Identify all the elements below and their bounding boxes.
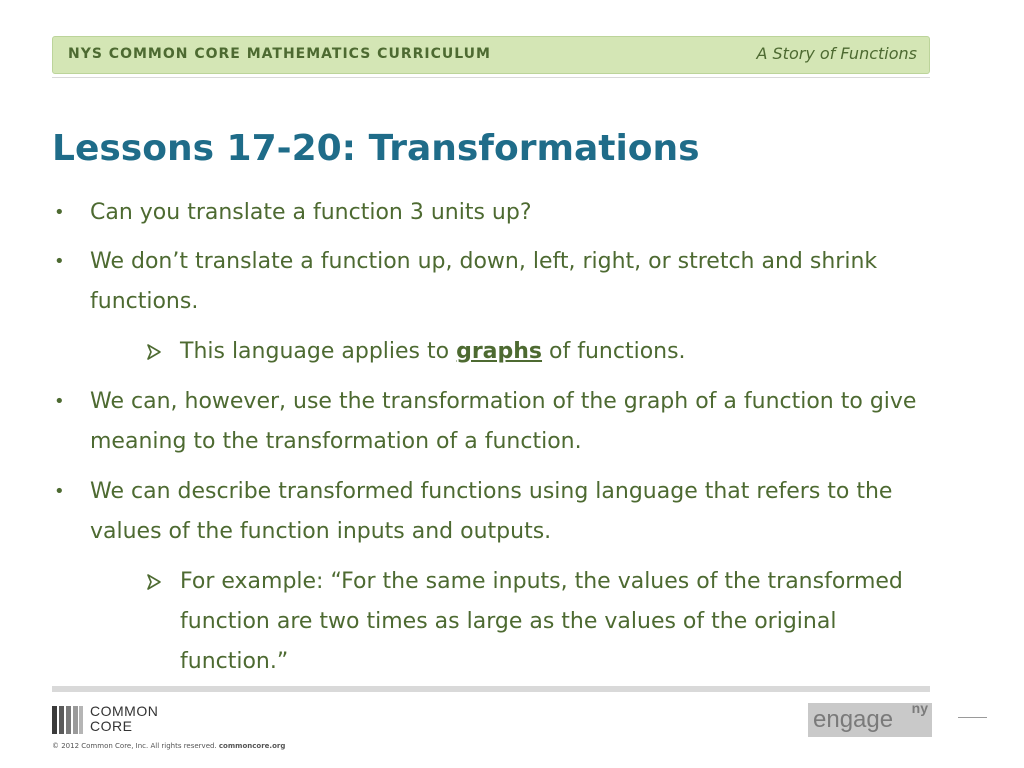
bullet-marker: • xyxy=(54,251,65,272)
emphasized-word: graphs xyxy=(456,339,543,364)
sub-bullet-text-end: of functions. xyxy=(542,339,686,364)
curriculum-name: NYS COMMON CORE MATHEMATICS CURRICULUM xyxy=(68,46,491,62)
arrow-bullet-icon xyxy=(144,342,164,362)
copyright-notice xyxy=(52,742,285,750)
common-core-logo xyxy=(52,704,187,738)
engageny-logo xyxy=(808,700,932,737)
sub-bullet-item xyxy=(144,332,934,372)
bullet-text: We can describe transformed functions using language that refers to the values of the function inputs and outputs. xyxy=(90,479,893,544)
bullet-item xyxy=(54,193,934,233)
bullet-text: Can you translate a function 3 units up? xyxy=(90,200,532,225)
bullet-marker: • xyxy=(54,481,65,502)
module-name: A Story of Functions xyxy=(756,44,917,63)
bullet-item xyxy=(54,242,934,322)
engage-ny-superscript: ny xyxy=(911,700,928,716)
common-core-line1: COMMON xyxy=(90,703,159,719)
sub-bullet-text: For example: “For the same inputs, the values of the transformed function are two times as large as the values of the original function.” xyxy=(180,569,903,674)
bullet-marker: • xyxy=(54,202,65,223)
sub-bullet-item xyxy=(144,562,934,682)
sub-bullet-text-start: This language applies to xyxy=(180,339,457,364)
copyright-link[interactable]: commoncore.org xyxy=(218,742,286,750)
footer-divider xyxy=(52,686,930,692)
common-core-line2: CORE xyxy=(90,718,133,734)
bullet-item xyxy=(54,472,934,552)
common-core-wordmark xyxy=(90,704,158,734)
curriculum-header-bar xyxy=(52,36,930,74)
sub-bullet-text xyxy=(180,332,934,372)
bullet-marker: • xyxy=(54,391,65,412)
bullet-text: We can, however, use the transformation of the graph of a function to give meaning to the transformation of a function. xyxy=(90,389,917,454)
arrow-bullet-icon xyxy=(144,572,164,592)
slide-title: Lessons 17-20: Transformations xyxy=(52,128,700,169)
copyright-text: © 2012 Common Core, Inc. All rights reserved. xyxy=(52,742,219,750)
bullet-item xyxy=(54,382,934,462)
engage-wordmark: engage xyxy=(813,706,894,733)
common-core-bars-icon xyxy=(52,706,84,734)
bullet-text: We don’t translate a function up, down, left, right, or stretch and shrink functions. xyxy=(90,249,878,314)
header-divider xyxy=(52,77,930,78)
corner-decoration xyxy=(958,717,987,718)
